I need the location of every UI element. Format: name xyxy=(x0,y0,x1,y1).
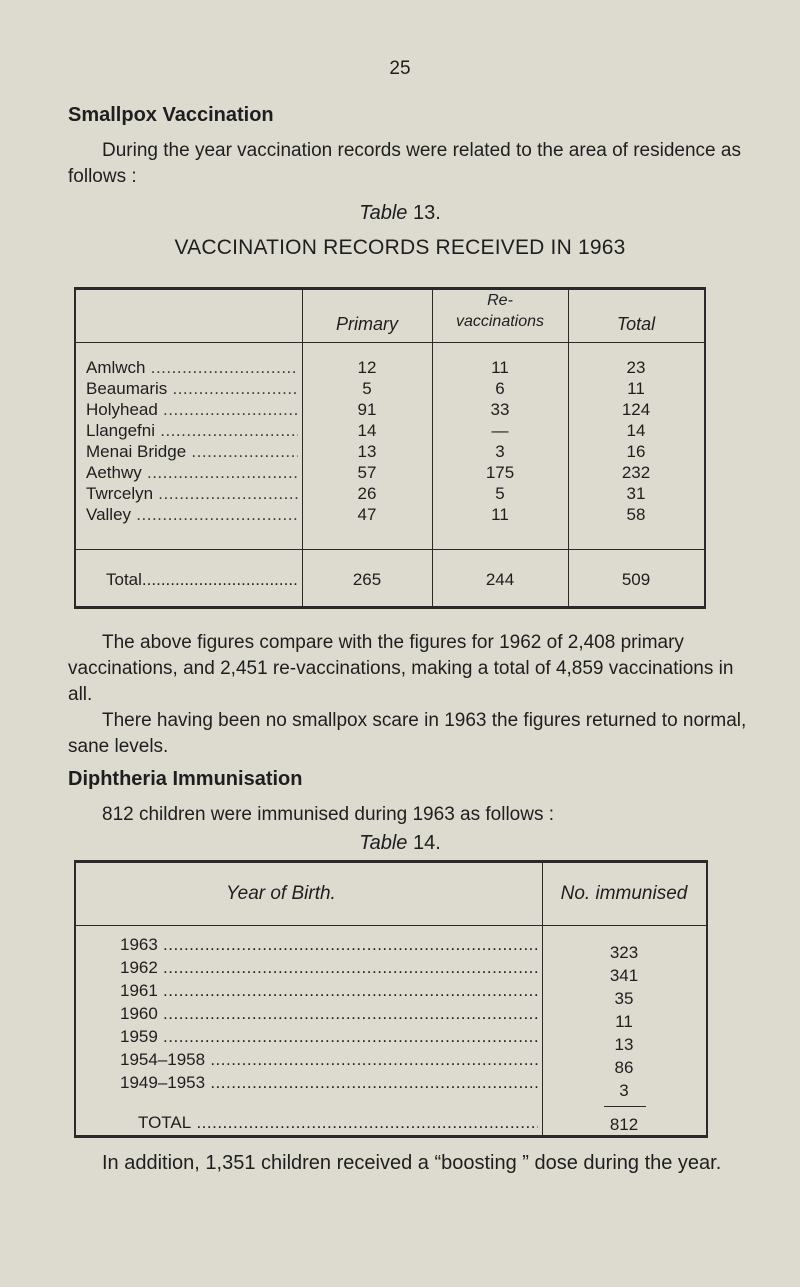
table-row: Valley ..... 47 11 58 xyxy=(76,505,704,526)
smallpox-comparison: The above figures compare with the figures for 1962 of 2,408 primary vaccinations, and 2,451 re-vaccinations, making a total of 4,859 vaccinations in all. xyxy=(68,632,734,705)
count-cell: 3 xyxy=(619,1081,629,1100)
col-re-header-line1: Re- xyxy=(487,292,513,309)
boosting-note: In addition, 1,351 children received a “boosting ” dose during the year. xyxy=(102,1152,722,1174)
year-cell: 1960 ..... xyxy=(120,1004,538,1024)
page-number: 25 xyxy=(389,58,411,79)
count-cell: 323 xyxy=(609,943,639,962)
table-13-caption: Table 13. xyxy=(359,202,441,224)
year-cell: 1962 ..... xyxy=(120,958,538,978)
year-cell: 1954–1958 ..... xyxy=(120,1050,538,1070)
vaccination-table: Primary Re- vaccinations Total Amlwch ..... 12 11 23 Beaumaris ..... 5 6 11 Holyhead ..... 91 33 124 Llangefni ..... 14 — 14 Menai Bridge ..... 13 3 16 Aethwy ..... 57 175 232 Twrcelyn ..... 26 5 31 Valley ..... 47 11 58 Total ..... 265 244 509 xyxy=(74,287,706,609)
diphtheria-intro: 812 children were immunised during 1963 as follows : xyxy=(102,804,555,825)
table-row: Holyhead ..... 91 33 124 xyxy=(76,400,704,421)
col-primary-header: Primary xyxy=(336,314,398,334)
table-row: Amlwch ..... 12 11 23 xyxy=(76,358,704,379)
smallpox-heading: Smallpox Vaccination xyxy=(68,104,274,126)
table-row: Llangefni ..... 14 — 14 xyxy=(76,421,704,442)
smallpox-intro: During the year vaccination records were related to the area of residence as follows : xyxy=(68,140,741,187)
table-row: Aethwy ..... 57 175 232 xyxy=(76,463,704,484)
col-year-header: Year of Birth. xyxy=(226,883,336,904)
table-row: Menai Bridge ..... 13 3 16 xyxy=(76,442,704,463)
total-value: 812 xyxy=(609,1115,639,1134)
total-label: TOTAL ..... xyxy=(138,1113,538,1133)
immunisation-table xyxy=(74,860,708,1138)
year-cell: 1949–1953 ..... xyxy=(120,1073,538,1093)
year-cell: 1959 ..... xyxy=(120,1027,538,1047)
smallpox-note: There having been no smallpox scare in 1963 the figures returned to normal, sane levels. xyxy=(68,710,747,757)
table-row: Twrcelyn ..... 26 5 31 xyxy=(76,484,704,505)
count-cell: 13 xyxy=(614,1035,634,1054)
table-row: Beaumaris ..... 5 6 11 xyxy=(76,379,704,400)
col-re-header-line2: vaccinations xyxy=(455,313,545,330)
table-13-title: VACCINATION RECORDS RECEIVED IN 1963 xyxy=(174,236,626,259)
diphtheria-heading: Diphtheria Immunisation xyxy=(68,768,303,790)
count-cell: 341 xyxy=(609,966,639,985)
count-cell: 11 xyxy=(615,1012,633,1031)
year-cell: 1961 ..... xyxy=(120,981,538,1001)
total-rule xyxy=(604,1106,646,1107)
count-cell: 35 xyxy=(614,989,634,1008)
table-14-caption: Table 14. xyxy=(359,832,441,854)
year-cell: 1963 ..... xyxy=(120,935,538,955)
count-cell: 86 xyxy=(614,1058,634,1077)
col-total-header: Total xyxy=(616,314,656,334)
col-immunised-header: No. immunised xyxy=(560,883,688,904)
